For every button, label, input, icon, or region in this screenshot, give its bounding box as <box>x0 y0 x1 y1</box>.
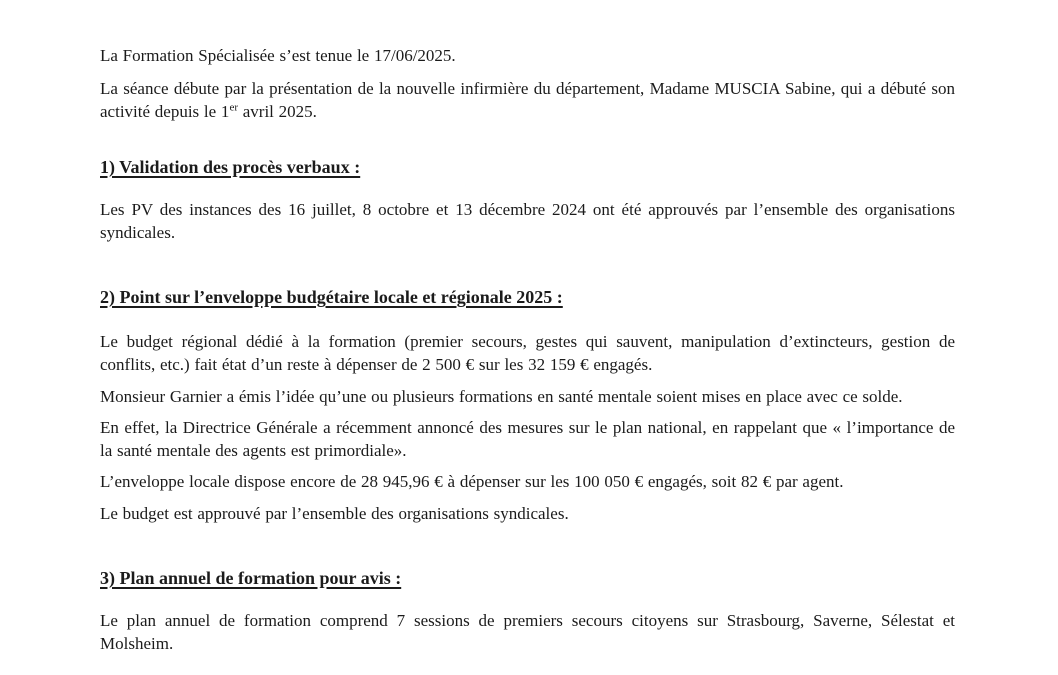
section-3-paragraph: Le plan annuel de formation comprend 7 sessions de premiers secours citoyens sur Strasbourg, Saverne, Sélestat et Molsheim. <box>100 611 955 653</box>
paragraph-text: La séance débute par la présentation de la nouvelle infirmière du département, Madame MUSCIA Sabine, qui a débuté son activité depuis le 1 <box>100 79 955 121</box>
section-2-paragraph: En effet, la Directrice Générale a récemment annoncé des mesures sur le plan national, en rappelant que « l’importance de la santé mentale des agents est primordiale». <box>100 418 955 460</box>
section-2-paragraph: Le budget régional dédié à la formation (premier secours, gestes qui sauvent, manipulation d’extincteurs, gestion de conflits, etc.) fait état d’un reste à dépenser de 2 500 € sur les 32 159 € engagés. <box>100 332 955 374</box>
section-2-paragraph: Le budget est approuvé par l’ensemble des organisations syndicales. <box>100 504 569 523</box>
ordinal-superscript: er <box>229 101 238 114</box>
section-heading-2: 2) Point sur l’enveloppe budgétaire locale et régionale 2025 : <box>100 287 563 307</box>
paragraph-text: avril 2025. <box>237 102 317 121</box>
intro-paragraph-1: La Formation Spécialisée s’est tenue le 17/06/2025. <box>100 46 456 65</box>
section-heading-1: 1) Validation des procès verbaux : <box>100 157 361 177</box>
section-1-paragraph: Les PV des instances des 16 juillet, 8 octobre et 13 décembre 2024 ont été approuvés par l’ensemble des organisations syndicales. <box>100 200 955 242</box>
intro-paragraph-2 <box>100 77 955 123</box>
section-2-paragraph: Monsieur Garnier a émis l’idée qu’une ou plusieurs formations en santé mentale soient mises en place avec ce solde. <box>100 387 903 406</box>
section-2-paragraph: L’enveloppe locale dispose encore de 28 945,96 € à dépenser sur les 100 050 € engagés, soit 82 € par agent. <box>100 472 844 491</box>
section-heading-3: 3) Plan annuel de formation pour avis : <box>100 568 402 588</box>
